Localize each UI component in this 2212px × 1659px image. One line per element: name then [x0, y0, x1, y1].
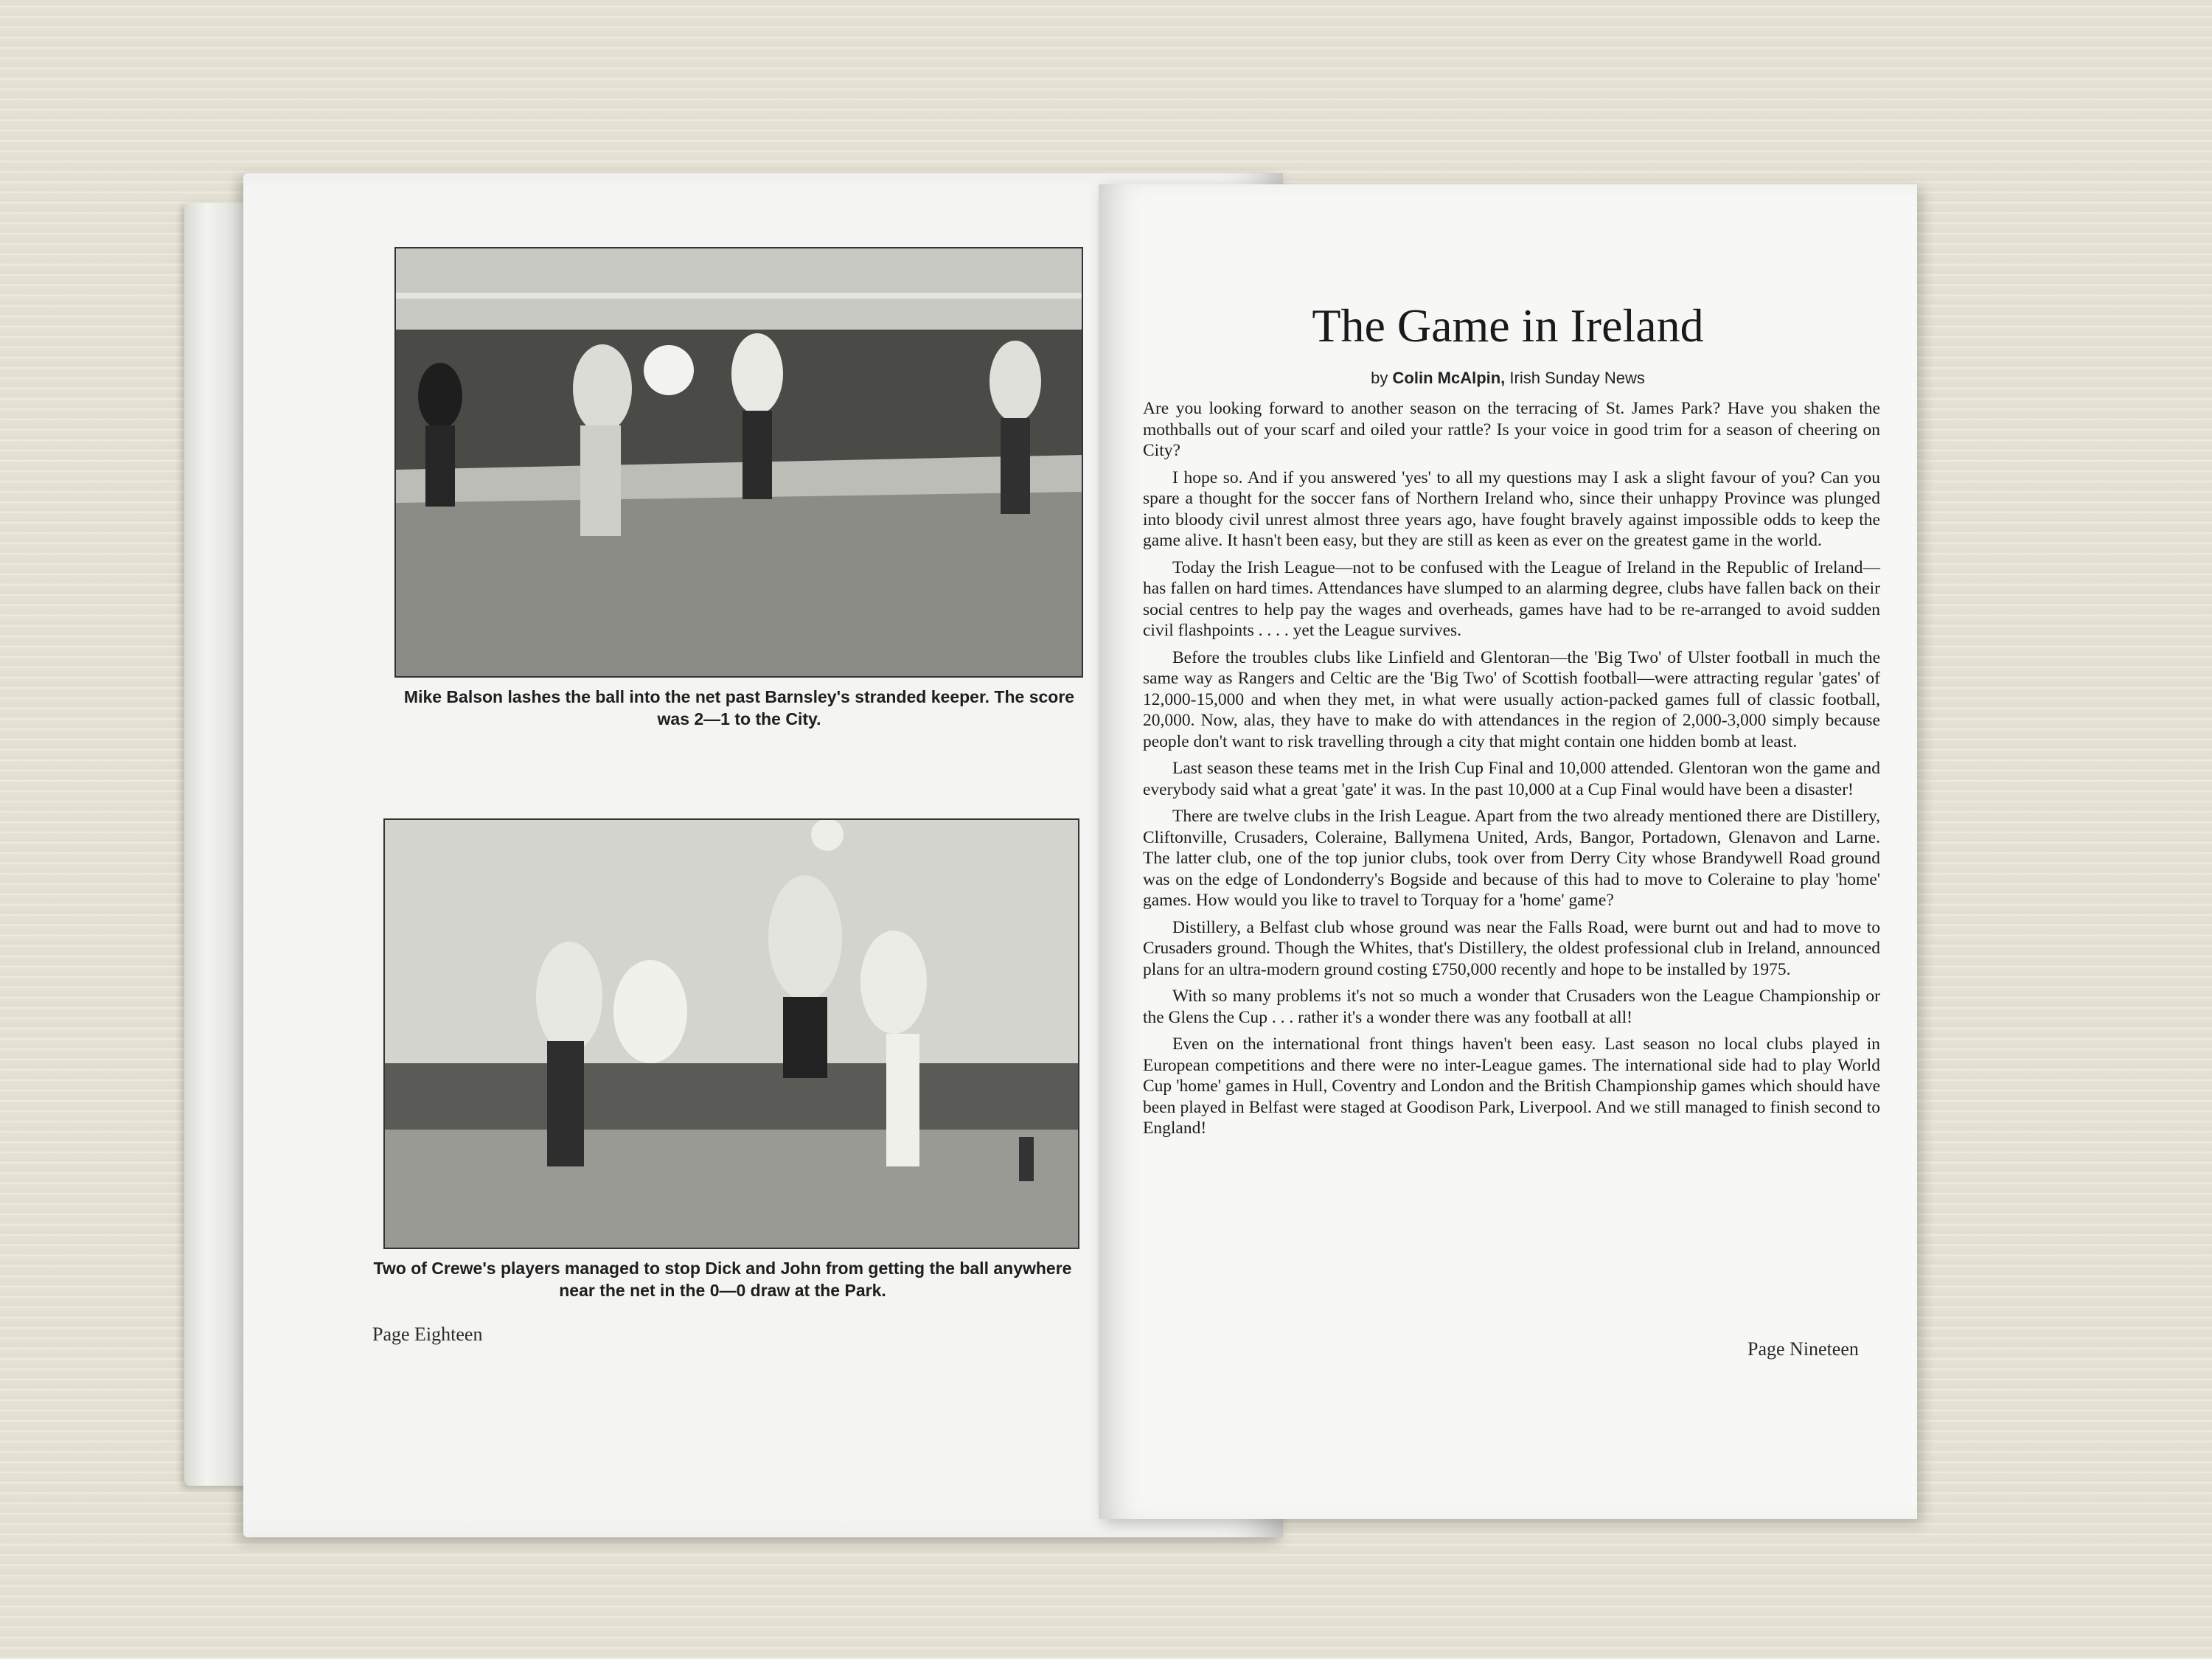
article-paragraph: I hope so. And if you answered 'yes' to all my questions may I ask a slight favour of you? Can you spare a thought for the soccer fans of Northern Ireland who, since their unhappy Province was plunged into bloody civil unrest almost three years ago, have fought bravely against impossible odds to keep the game alive. It hasn't been easy, but they are still as keen as ever on the greatest game in the world. — [1143, 467, 1880, 550]
byline-author: Colin McAlpin, — [1392, 369, 1506, 387]
byline-prefix: by — [1371, 369, 1388, 387]
article-body — [1143, 398, 1880, 1145]
photo-defence-image — [385, 820, 1078, 1248]
photo-defence-caption: Two of Crewe's players managed to stop Dick and John from getting the ball anywhere near the net in the 0—0 draw at the Park. — [373, 1259, 1072, 1300]
article-byline — [1099, 369, 1917, 388]
article-paragraph: Distillery, a Belfast club whose ground was near the Falls Road, were burnt out and had to move to Crusaders ground. Though the Whites, that's Distillery, the oldest professional club in Ireland, announced plans for an ultra-modern ground costing £750,000 recently and hope to be installed by 1975. — [1143, 917, 1880, 979]
article-paragraph: Last season these teams met in the Irish Cup Final and 10,000 attended. Glentoran won the game and everybody said what a great 'gate' it was. In the past 10,000 at a Cup Final would have been a disaster! — [1143, 759, 1880, 799]
article-paragraph: Are you looking forward to another season on the terracing of St. James Park? Have you shaken the mothballs out of your scarf and oiled your rattle? Is your voice in good trim for a season of cheering on City? — [1143, 399, 1880, 460]
page-number-left: Page Eighteen — [372, 1324, 483, 1345]
photo-goal-caption: Mike Balson lashes the ball into the net past Barnsley's stranded keeper. The score was 2—1 to the City. — [403, 687, 1075, 728]
article-paragraph: Before the troubles clubs like Linfield and Glentoran—the 'Big Two' of Ulster football in much the same way as Rangers and Celtic are the 'Big Two' of Scottish football—were attracting regular 'gates' of 12,000-15,000 and when they met, in what were usually action-packed games full of classic football, 20,000. Now, alas, they have to make do with attendances in the region of 2,000-3,000 simply because people don't want to risk travelling through a city that might contain one hidden bomb at least. — [1143, 647, 1880, 751]
article-paragraph: Even on the international front things haven't been easy. Last season no local clubs played in European competitions and there were no inter-League games. The international side had to play World Cup 'home' games in Hull, Coventry and London and the British Championship games which should have been played in Belfast were staged at Goodison Park, Liverpool. And we still managed to finish second to England! — [1143, 1034, 1880, 1138]
open-booklet — [184, 159, 1924, 1552]
article-title: The Game in Ireland — [1312, 299, 1704, 352]
page-number-right: Page Nineteen — [1747, 1338, 1859, 1360]
article-paragraph: Today the Irish League—not to be confused with the League of Ireland in the Republic of Ireland—has fallen on hard times. Attendances have slumped to an alarming degree, clubs have fallen back on their social centres to help pay the wages and overheads, games have had to be re-arranged to avoid sudden civil flashpoints . . . . yet the League survives. — [1143, 557, 1880, 640]
article-paragraph: There are twelve clubs in the Irish League. Apart from the two already mentioned there are Distillery, Cliftonville, Crusaders, Coleraine, Ballymena United, Ards, Bangor, Portadown, Glenavon and Larne. The latter club, one of the top junior clubs, took over from Derry City whose Brandywell Road ground was on the edge of Londonderry's Bogside and because of this had to move to Coleraine to play 'home' games. How would you like to travel to Torquay for a 'home' game? — [1143, 807, 1880, 910]
byline-publication: Irish Sunday News — [1509, 369, 1645, 387]
right-page — [1099, 184, 1917, 1519]
photo-goal-image — [396, 248, 1082, 676]
article-paragraph: With so many problems it's not so much a wonder that Crusaders won the League Championship or the Glens the Cup . . . rather it's a wonder there was any football at all! — [1143, 987, 1880, 1027]
match-photo-defence — [383, 818, 1079, 1249]
match-photo-goal — [394, 247, 1083, 678]
